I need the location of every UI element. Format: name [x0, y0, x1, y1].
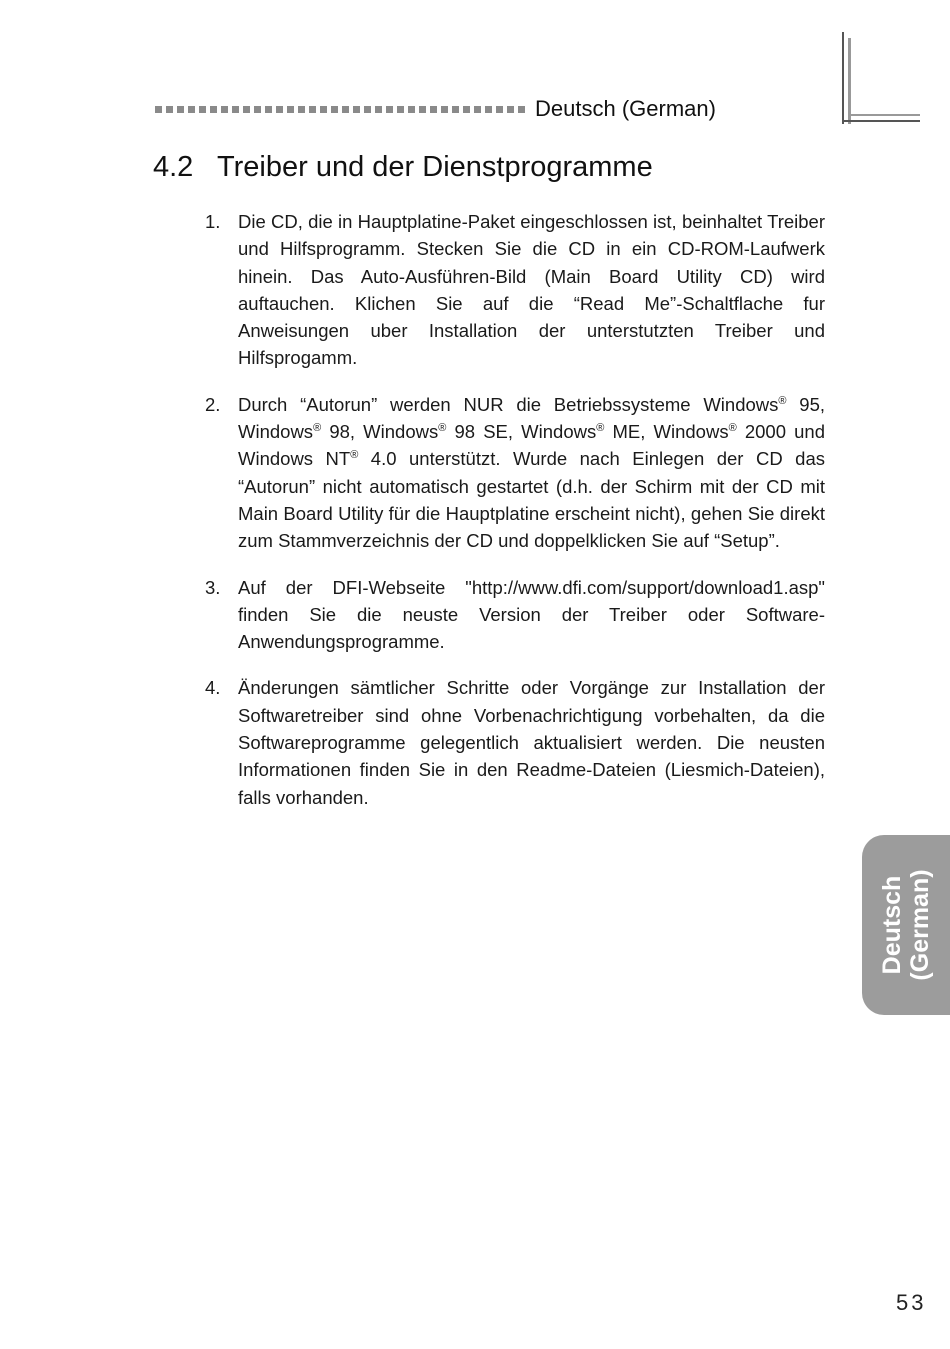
side-tab-label — [878, 869, 934, 980]
header-dot — [408, 106, 415, 113]
list-item-text: Änderungen sämtlicher Schritte oder Vorgänge zur Installation der Softwaretreiber sind ohne Vorbenachrichtigung vorbehalten, da die Softwareprogramme gelegentlich aktualisiert werden. Die neusten Informationen finden Sie in den Readme-Dateien (Liesmich-Dateien), falls vorhanden. — [238, 677, 825, 808]
list-item-number: 1. — [205, 211, 221, 232]
side-tab-line1: Deutsch — [878, 875, 906, 975]
page-number: 53 — [896, 1290, 927, 1315]
header-dot — [474, 106, 481, 113]
header-dot — [397, 106, 404, 113]
header-dot — [452, 106, 459, 113]
header-dot — [199, 106, 206, 113]
header-dot — [386, 106, 393, 113]
header-dot-leader — [155, 106, 525, 113]
header-dot — [320, 106, 327, 113]
header-dot — [507, 106, 514, 113]
text-fragment: ME, Windows — [604, 421, 729, 443]
text-fragment: Durch “Autorun” werden NUR die Betriebssysteme Windows — [238, 393, 779, 415]
section-number: 4.2 — [153, 151, 194, 183]
header-dot — [364, 106, 371, 113]
header-dot — [419, 106, 426, 113]
header-dot — [243, 106, 250, 113]
text-fragment: 4.0 unterstützt. Wurde nach Einlegen der CD das “Autorun” nicht automatisch gestartet (d.h. der Schirm mit der CD mit Main Board Utility für die Hauptplatine erscheint nicht), gehen Sie direkt zum Stammverzeichnis der CD und doppelklicken Sie auf “Setup”. — [238, 448, 825, 552]
header-dot — [309, 106, 316, 113]
language-side-tab — [862, 835, 950, 1015]
list-item — [205, 574, 825, 656]
list-item-number: 3. — [205, 576, 221, 598]
instruction-list — [205, 208, 825, 830]
section-heading — [153, 151, 653, 184]
list-item-text — [238, 391, 825, 555]
list-item-text: Die CD, die in Hauptplatine-Paket eingeschlossen ist, beinhaltet Treiber und Hilfsprogramm. Stecken Sie die CD in ein CD-ROM-Laufwerk hinein. Das Auto-Ausführen-Bild (Main Board Utility CD) wird auftauchen. Klichen Sie auf die “Read Me”-Schaltflache fur Anweisungen uber Installation der unterstutzten Treiber und Hilfsprogamm. — [238, 211, 825, 369]
header-dot — [155, 106, 162, 113]
list-item — [205, 674, 825, 810]
header-dot — [496, 106, 503, 113]
text-fragment: 98 SE, Windows — [446, 421, 597, 443]
header-dot — [210, 106, 217, 113]
running-header — [155, 94, 825, 124]
header-dot — [188, 106, 195, 113]
header-dot — [265, 106, 272, 113]
header-dot — [254, 106, 261, 113]
corner-crop-mark — [842, 32, 920, 124]
registered-mark: ® — [728, 421, 737, 434]
header-dot — [463, 106, 470, 113]
header-dot — [485, 106, 492, 113]
header-dot — [298, 106, 305, 113]
header-dot — [232, 106, 239, 113]
list-item-number: 2. — [205, 393, 221, 415]
header-dot — [221, 106, 228, 113]
registered-mark: ® — [596, 421, 605, 434]
registered-mark: ® — [350, 449, 359, 462]
list-item — [205, 208, 825, 372]
registered-mark: ® — [313, 421, 322, 434]
header-dot — [331, 106, 338, 113]
header-dot — [276, 106, 283, 113]
text-fragment: 2000 und Windows NT — [238, 421, 826, 470]
registered-mark: ® — [438, 421, 447, 434]
list-item-text: Auf der DFI-Webseite "http://www.dfi.com/support/download1.asp" finden Sie die neuste Version der Treiber oder Software-Anwendungsprogramme. — [238, 576, 825, 653]
header-language-label: Deutsch (German) — [535, 96, 716, 121]
header-dot — [353, 106, 360, 113]
header-dot — [342, 106, 349, 113]
registered-mark: ® — [778, 394, 787, 407]
list-item-number: 4. — [205, 677, 221, 699]
section-title: Treiber und der Dienstprogramme — [217, 151, 653, 183]
text-fragment: 98, Windows — [321, 421, 439, 443]
header-dot — [518, 106, 525, 113]
header-dot — [430, 106, 437, 113]
header-dot — [177, 106, 184, 113]
header-dot — [287, 106, 294, 113]
header-dot — [375, 106, 382, 113]
text-fragment: 95, Windows — [238, 393, 825, 443]
list-item — [205, 391, 825, 555]
side-tab-line2: (German) — [906, 869, 934, 981]
header-dot — [166, 106, 173, 113]
header-dot — [441, 106, 448, 113]
